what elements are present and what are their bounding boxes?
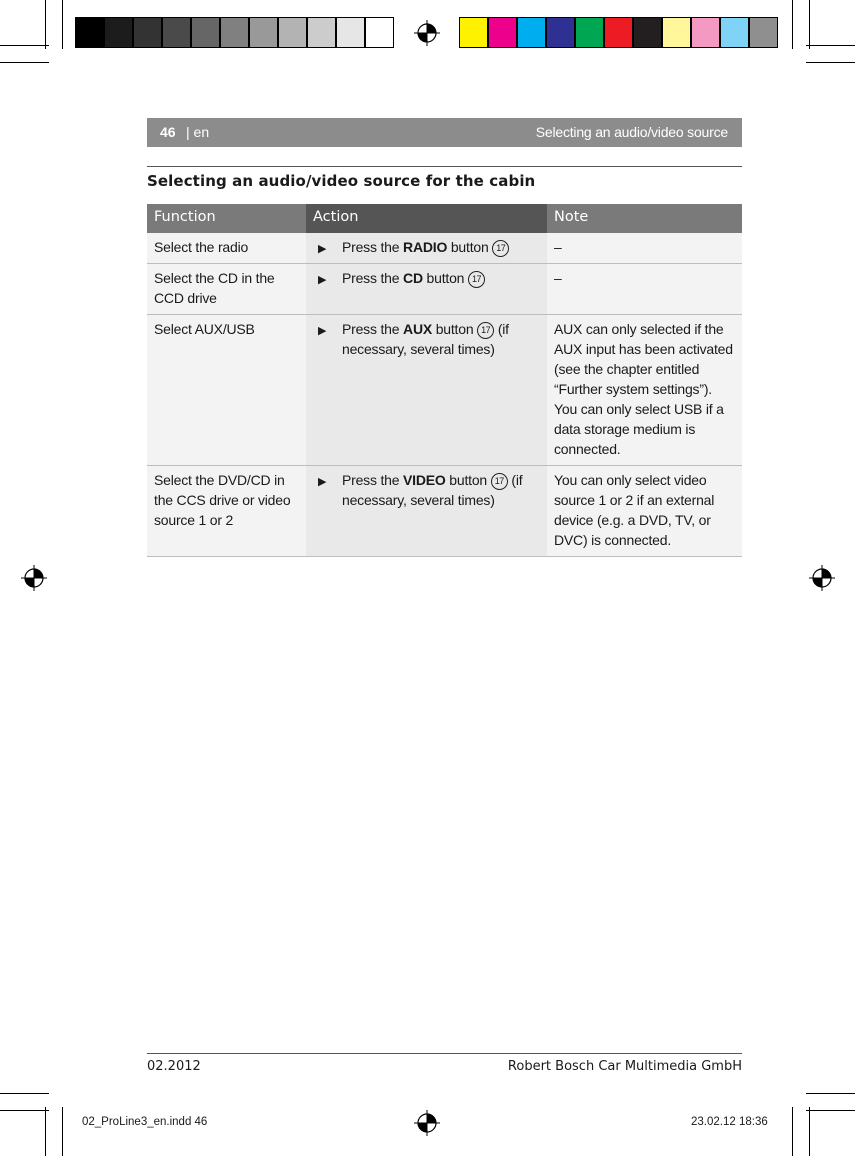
column-header-function: Function [147,204,306,233]
color-swatch [662,17,691,48]
function-cell: Select AUX/USB [147,315,306,465]
note-cell: – [547,264,742,314]
gray-swatch [133,17,162,48]
action-text: button [445,472,488,488]
crop-mark [809,1107,810,1156]
slug-file: 02_ProLine3_en.indd 46 [82,1116,208,1128]
registration-mark-icon [414,1110,440,1136]
registration-mark-icon [21,565,47,591]
gray-swatch [104,17,133,48]
note-cell: – [547,233,742,263]
page-number: 46 [160,124,176,140]
button-name: VIDEO [403,472,446,488]
crop-mark [45,1107,46,1156]
action-text: Press the [342,321,404,337]
action-text: (if necessary, several times) [342,321,509,357]
color-swatch [720,17,749,48]
table-row [147,264,742,315]
color-swatch [691,17,720,48]
table-header [147,204,742,233]
page-title: Selecting an audio/video source for the cabin [147,172,536,190]
footer-date: 02.2012 [147,1059,201,1074]
gray-swatch [365,17,394,48]
color-swatch [517,17,546,48]
button-name: CD [403,270,423,286]
note-cell: You can only select video source 1 or 2 if an external device (e.g. a DVD, TV, or DVC) is connected. [547,466,742,556]
color-swatch [459,17,488,48]
action-cell [306,315,547,465]
button-name: AUX [403,321,432,337]
action-cell [306,466,547,556]
gray-swatch [75,17,104,48]
column-header-action: Action [306,204,547,233]
bullet-arrow-icon: ▶ [318,476,327,488]
function-cell: Select the radio [147,233,306,263]
gray-swatch [191,17,220,48]
action-text: Press the [342,270,404,286]
button-name: RADIO [403,239,448,255]
action-text: Press the [342,239,404,255]
bullet-arrow-icon: ▶ [318,243,327,255]
action-text: button [447,239,489,255]
slug-timestamp: 23.02.12 18:36 [691,1116,768,1128]
source-table [147,204,742,557]
color-swatch [546,17,575,48]
crop-mark [0,45,49,46]
crop-mark [809,0,810,49]
page-header [147,118,742,147]
action-cell [306,264,547,314]
color-swatch [633,17,662,48]
action-text: Press the [342,472,404,488]
crop-mark [792,1107,793,1156]
action-cell [306,233,547,263]
reference-number: 17 [492,240,509,257]
color-bar [459,17,778,48]
crop-mark [0,1110,49,1111]
gray-swatch [278,17,307,48]
action-text: button [422,270,465,286]
reference-number: 17 [468,271,485,288]
gray-swatch [162,17,191,48]
color-swatch [749,17,778,48]
color-swatch [488,17,517,48]
note-cell: AUX can only selected if the AUX input has been activated (see the chapter entitled “Further system settings”). You can only select USB if a data storage medium is connected. [547,315,742,465]
bullet-arrow-icon: ▶ [318,325,327,337]
crop-mark [806,1110,855,1111]
section-title: Selecting an audio/video source [535,124,728,140]
crop-mark [62,0,63,49]
function-cell: Select the DVD/CD in the CCS drive or video source 1 or 2 [147,466,306,556]
crop-mark [0,62,49,63]
table-row [147,315,742,466]
divider [147,166,742,167]
reference-number: 17 [477,322,494,339]
registration-mark-icon [809,565,835,591]
crop-mark [792,0,793,49]
reference-number: 17 [491,473,508,490]
table-row [147,466,742,557]
crop-mark [806,62,855,63]
gray-swatch [249,17,278,48]
gray-swatch [336,17,365,48]
table-body [147,233,742,557]
function-cell: Select the CD in the CCD drive [147,264,306,314]
registration-mark-icon [414,20,440,46]
gray-swatch [307,17,336,48]
crop-mark [806,45,855,46]
color-swatch [575,17,604,48]
grayscale-bar [75,17,394,48]
language-label: | en [186,124,210,140]
crop-mark [62,1107,63,1156]
footer-company: Robert Bosch Car Multimedia GmbH [507,1059,742,1074]
column-header-note: Note [547,204,742,233]
footer-divider [147,1053,742,1054]
color-swatch [604,17,633,48]
bullet-arrow-icon: ▶ [318,274,327,286]
table-row [147,233,742,264]
crop-mark [45,0,46,49]
crop-mark [0,1093,49,1094]
action-text: button [432,321,474,337]
action-text: (if necessary, several times) [342,472,523,508]
crop-mark [806,1093,855,1094]
gray-swatch [220,17,249,48]
